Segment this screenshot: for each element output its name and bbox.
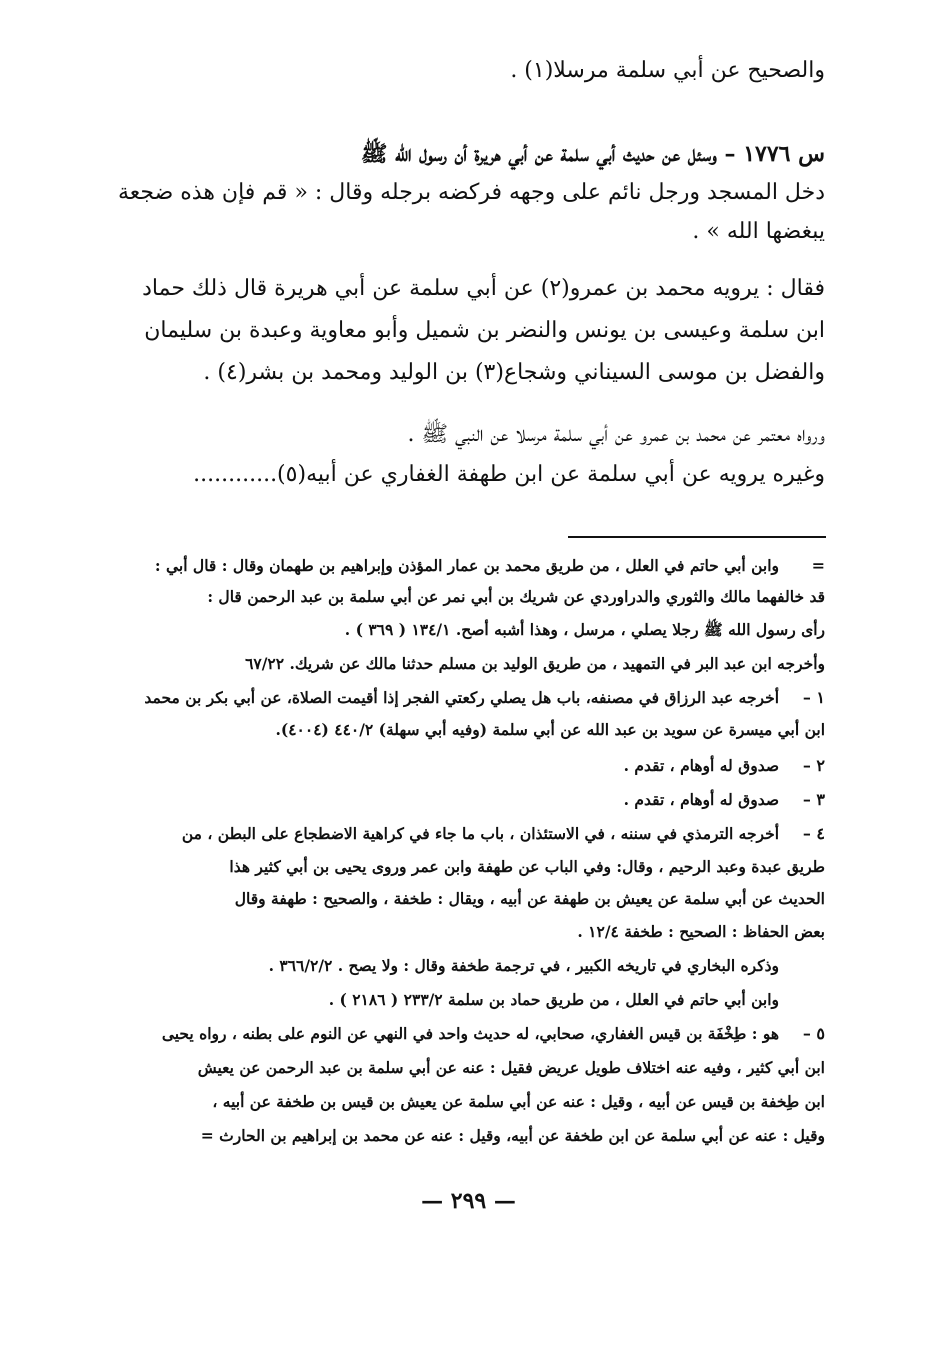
footnote-line: رأى رسول الله ﷺ رجلا يصلي ، مرسل ، وهذا أشبه أصح. ١٣٤/١ ( ٣٦٩ ) . xyxy=(344,620,825,639)
footnote-line: ابن أبي ميسرة عن سويد بن عبد الله عن أبي سلمة (وفيه أبي سهلة) ٤٤٠/٢ (٤٠٠٤). xyxy=(275,720,825,739)
footnote-line: أخرجه عبد الرزاق في مصنفه، باب هل يصلي ركعتي الفجر إذا أقيمت الصلاة، عن أبي بكر بن محمد xyxy=(144,688,779,707)
footnote-line: صدوق له أوهام ، تقدم . xyxy=(623,790,779,809)
main-line-8: ورواه معتمر عن محمد بن عمرو عن أبي سلمة مرسلا عن النبي ﷺ . xyxy=(407,422,825,447)
main-line-3: دخل المسجد ورجل نائم على وجهه فركضه برجله وقال : « قم فإن هذه ضجعة xyxy=(117,180,825,205)
main-line-4: يبغضها الله » . xyxy=(692,219,825,244)
footnote-marker-continuation: = xyxy=(811,556,825,575)
footnote-line: وقيل : عنه عن أبي سلمة عن ابن طخفة عن أبيه، وقيل : عنه عن محمد بن إبراهيم بن الحارث = xyxy=(200,1126,825,1145)
footnote-line: وأخرجه ابن عبد البر في التمهيد ، من طريق الوليد بن مسلم حدثنا مالك عن شريك. ٦٧/٢٢ xyxy=(245,654,825,673)
footnote-line: ابن أبي كثير ، وفيه عنه اختلاف طويل عريض فقيل : عنه عن أبي سلمة بن عبد الرحمن عن يعيش xyxy=(197,1058,825,1077)
footnote-separator xyxy=(568,536,826,538)
footnote-marker-4: ٤ – xyxy=(802,824,825,843)
footnote-line: بعض الحفاظ : الصحيح : طخفة ١٢/٤ . xyxy=(577,922,825,941)
main-line-5: فقال : يرويه محمد بن عمرو(٢) عن أبي سلمة عن أبي هريرة قال ذلك حماد xyxy=(142,276,825,301)
footnote-line: صدوق له أوهام ، تقدم . xyxy=(623,756,779,775)
footnote-marker-5: ٥ – xyxy=(802,1024,825,1043)
question-heading-line: س ١٧٧٦ – وسئل عن حديث أبي سلمة عن أبي هريرة أن رسول الله ﷺ xyxy=(360,141,825,167)
footnote-line: الحديث عن أبي سلمة عن يعيش بن طهفة عن أبيه ، ويقال : طخفة ، والصحيح : طهفة وقال xyxy=(234,889,825,908)
footnote-line: وابن أبي حاتم في العلل ، من طريق حماد بن سلمة ٢٣٣/٢ ( ٢١٨٦ ) . xyxy=(328,990,779,1009)
footnote-line: وذكره البخاري في تاريخه الكبير ، في ترجمة طخفة وقال : ولا يصح . ٣٦٦/٢/٢ . xyxy=(268,956,779,975)
footnote-line: قد خالفهما مالك والثوري والدراوردي عن شريك بن أبي نمر عن أبي سلمة بن عبد الرحمن قال : xyxy=(207,587,825,606)
footnote-marker-1: ١ – xyxy=(802,688,825,707)
footnote-line: طريق عبدة وعبد الرحيم ، وقال: وفي الباب عن طهفة وابن عمر وروى يحيى بن أبي كثير هذا xyxy=(229,857,825,876)
page-number: — ٢٩٩ — xyxy=(421,1188,516,1214)
footnote-line: وابن أبي حاتم في العلل ، من طريق محمد بن عمار المؤذن وإبراهيم بن طهمان وقال : قال أبي : xyxy=(154,556,779,575)
main-line-7: والفضل بن موسى السيناني وشجاع(٣) بن الوليد ومحمد بن بشر(٤) . xyxy=(203,360,825,385)
main-line-1: والصحيح عن أبي سلمة مرسلا(١) . xyxy=(510,58,825,83)
main-line-6: ابن سلمة وعيسى بن يونس والنضر بن شميل وأبو معاوية وعبدة بن سليمان xyxy=(144,318,825,343)
footnote-line: هو : طِخْفَة بن قيس الغفاري، صحابي، له حديث واحد في النهي عن النوم على بطنه ، رواه يحيى xyxy=(161,1024,779,1043)
footnote-marker-2: ٢ – xyxy=(802,756,825,775)
main-line-9: وغيره يرويه عن أبي سلمة عن ابن طهفة الغفاري عن أبيه(٥)............ xyxy=(193,462,825,487)
footnote-marker-3: ٣ – xyxy=(802,790,825,809)
footnote-line: أخرجه الترمذي في سننه ، في الاستئذان ، باب ما جاء في كراهية الاضطجاع على البطن ، من xyxy=(181,824,779,843)
footnote-line: ابن طِخفة بن قيس عن أبيه ، وقيل : عنه عن أبي سلمة عن يعيش بن قيس بن طخفة عن أبيه ، xyxy=(212,1092,825,1111)
